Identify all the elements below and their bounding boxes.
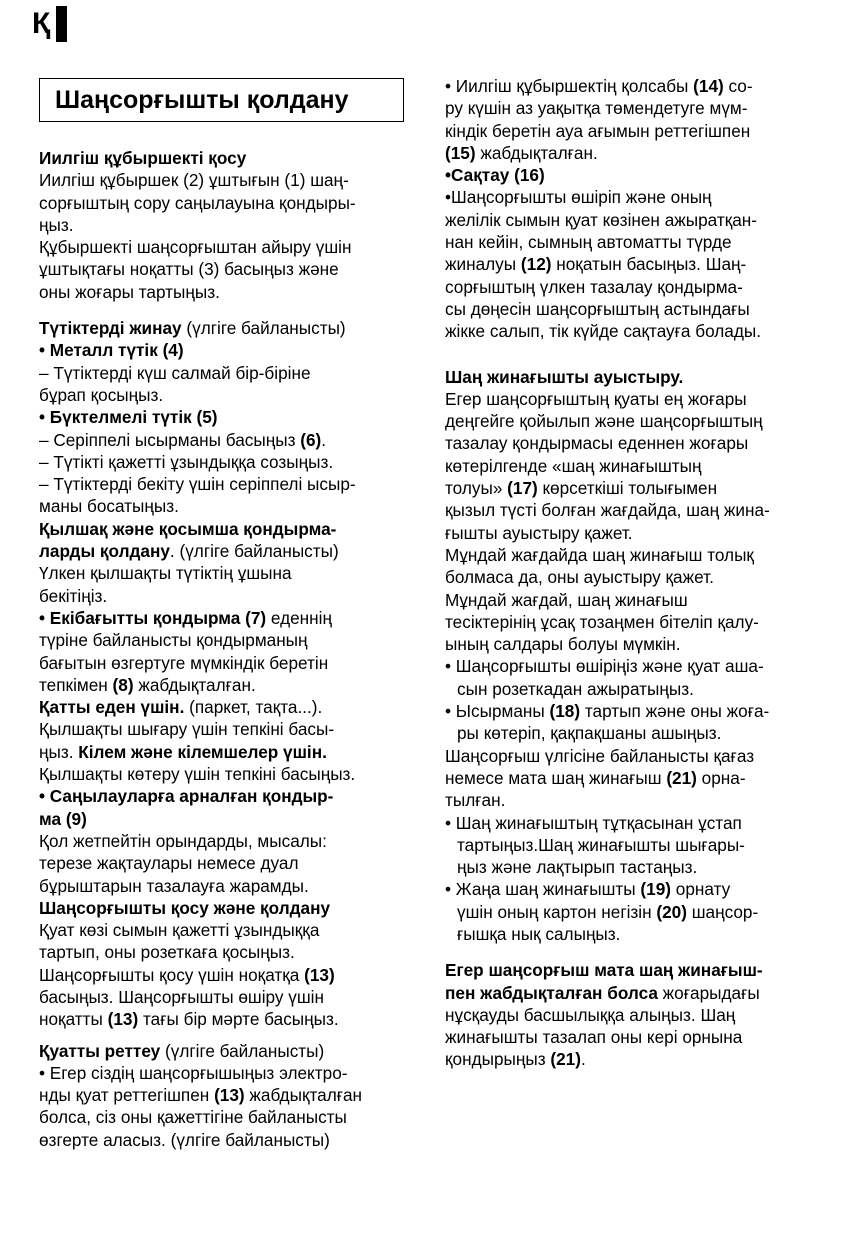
text-line: желілік сымын қуат көзінен ажыратқан-: [445, 209, 758, 230]
text-line: ру күшін аз уақытқа төмендетуге мүм-: [445, 98, 748, 119]
text-span: еденнің: [266, 607, 332, 628]
text-line: ұштықтағы ноқатты (3) басыңыз және: [39, 259, 339, 280]
text-span: • Шаңсорғышты өшіріңіз және қуат аша-: [445, 656, 764, 677]
text-line: терезе жақтаулары немесе дуал: [39, 853, 299, 874]
text-line: басыңыз. Шаңсорғышты өшіру үшін: [39, 986, 324, 1007]
text-span: көрсеткіші толығымен: [537, 478, 718, 499]
text-line: Үлкен қылшақты түтіктің ұшына: [39, 563, 292, 584]
carpet-heading: Кілем және кілемшелер үшін.: [78, 741, 327, 762]
text-line: [39, 964, 411, 986]
text-span: Шаңсорғышты қосу үшін ноқатқа: [39, 964, 305, 985]
right-column: [445, 75, 823, 1071]
connect-heading: Шаңсорғышты қосу және қолдану: [39, 897, 331, 918]
brush-heading: Қылшақ және қосымша қондырма-: [39, 518, 337, 539]
ref-number: (19): [640, 879, 671, 900]
section-title-box: [39, 78, 404, 122]
text-line: тылған.: [445, 790, 506, 811]
text-line: ңыз.: [39, 214, 74, 235]
text-span: үшін оның картон негізін: [457, 901, 657, 922]
text-span: ноқатын басыңыз. Шаң-: [551, 254, 747, 275]
brush-note: . (үлгіге байланысты): [169, 541, 339, 562]
text-line: Шаңсорғыш үлгісіне байланысты қағаз: [445, 745, 755, 766]
text-span: шаңсор-: [686, 901, 759, 922]
text-span: орна-: [696, 767, 746, 788]
text-span: .: [580, 1049, 586, 1070]
power-note: (үлгіге байланысты): [160, 1040, 325, 1061]
tubes-heading-line: [39, 317, 411, 339]
text-span: • Шаң жинағыштың тұтқасынан ұстап: [445, 812, 742, 833]
text-line: [445, 253, 823, 275]
text-line: оны жоғары тартыңыз.: [39, 281, 220, 302]
telescopic-tube-heading: • Бүктелмелі түтік (5): [39, 407, 218, 428]
text-line: [445, 477, 823, 499]
dual-nozzle-heading: • Екібағытты қондырма (7): [39, 607, 267, 628]
text-line: [445, 75, 823, 97]
storage-heading: •Сақтау (16): [445, 165, 545, 186]
text-span: ғышқа нық салыңыз.: [457, 923, 621, 944]
text-line: бұрыштарын тазалауға жарамды.: [39, 875, 309, 896]
text-line: [39, 696, 411, 718]
text-line: нұсқауды басшылыққа алыңыз. Шаң: [445, 1004, 736, 1025]
text-span: ңыз және лақтырып тастаңыз.: [457, 857, 698, 878]
text-line: Мұндай жағдайда шаң жинағыш толық: [445, 544, 754, 565]
text-line: сы дөңесін шаңсорғыштың астындағы: [445, 298, 750, 319]
text-line: – Түтікті қажетті ұзындыққа созыңыз.: [39, 451, 334, 472]
text-line: [39, 429, 411, 451]
page-title: Шаңсорғышты қолдану: [55, 85, 349, 114]
hard-floor-heading: Қатты еден үшін.: [39, 697, 185, 718]
ref-number: (20): [656, 901, 687, 922]
text-span: тартыңыз.Шаң жинағышты шығары-: [457, 834, 745, 855]
text-span: • Жаңа шаң жинағышты: [445, 879, 641, 900]
text-span: толуы»: [445, 478, 508, 499]
text-span: (паркет, тақта...).: [184, 697, 323, 718]
text-line: [445, 142, 823, 164]
text-line: сорғыштың үлкен тазалау қондырма-: [445, 276, 743, 297]
text-span: ры көтеріп, қақпақшаны ашыңыз.: [457, 723, 722, 744]
text-span: • Иилгіш құбыршектің қолсабы: [445, 76, 694, 96]
text-span: немесе мата шаң жинағыш: [445, 767, 667, 788]
text-line: бекітіңіз.: [39, 585, 108, 606]
text-line: – Түтіктерді күш салмай бір-біріне: [39, 362, 311, 383]
left-column: [39, 147, 411, 1151]
text-span: жоғарыдағы: [657, 982, 760, 1003]
text-span: нды қуат реттегішпен: [39, 1085, 215, 1106]
text-line: [445, 982, 823, 1004]
text-line: [39, 1008, 411, 1030]
text-line: Мұндай жағдай, шаң жинағыш: [445, 589, 688, 610]
text-line: – Түтіктерді бекіту үшін серіппелі ысыр-: [39, 474, 356, 495]
list-item: [445, 812, 823, 879]
text-line: қызыл түсті болған жағдайда, шаң жина-: [445, 500, 770, 521]
text-line: [39, 607, 411, 629]
hose-heading: Иилгіш құбыршекті қосу: [39, 148, 247, 168]
text-line: [39, 1084, 411, 1106]
cloth-bag-heading: Егер шаңсорғыш мата шаң жинағыш-: [445, 960, 763, 981]
text-line: [445, 1048, 823, 1070]
text-span: жабдықталған: [244, 1085, 363, 1106]
text-span: орнату: [671, 879, 731, 900]
text-line: Егер шаңсорғыштың қуаты ең жоғары: [445, 388, 747, 409]
language-marker-bar: [56, 6, 67, 42]
ref-number: (17): [507, 478, 538, 499]
text-line: жікке салып, тік күйде сақтауға болады.: [445, 321, 762, 342]
text-span: жиналуы: [445, 254, 521, 275]
text-line: • Егер сіздің шаңсорғышыңыз электро-: [39, 1062, 348, 1083]
text-line: Иилгіш құбыршек (2) ұштығын (1) шаң-: [39, 170, 349, 191]
text-line: түріне байланысты қондырманың: [39, 630, 308, 651]
text-line: жинағышты тазалап оны кері орнына: [445, 1027, 743, 1048]
text-line: Қылшақты шығару үшін тепкіні басы-: [39, 719, 335, 740]
brush-heading-line: [39, 540, 411, 562]
ref-number: (18): [549, 701, 581, 722]
text-span: тепкімен: [39, 674, 113, 695]
cloth-bag-heading-cont: пен жабдықталған болса: [445, 982, 658, 1003]
text-line: Қол жетпейтін орындарды, мысалы:: [39, 830, 327, 851]
brush-heading-cont: ларды қолдану: [39, 541, 170, 562]
text-line: Қылшақты көтеру үшін тепкіні басыңыз.: [39, 764, 356, 785]
ref-number: (13): [214, 1085, 245, 1106]
text-span: • Ысырманы: [445, 701, 550, 722]
text-span: жабдықталған.: [475, 142, 598, 163]
text-span: тағы бір мәрте басыңыз.: [138, 1009, 339, 1030]
power-heading: Қуатты реттеу: [39, 1040, 161, 1061]
text-span: қондырыңыз: [445, 1049, 551, 1070]
text-span: сын розеткадан ажыратыңыз.: [457, 678, 694, 699]
text-line: кіндік беретін ауа ағымын реттегішпен: [445, 120, 751, 141]
text-span: – Серіппелі ысырманы басыңыз: [39, 429, 301, 450]
metal-tube-heading: • Металл түтік (4): [39, 340, 184, 361]
text-line: сорғыштың сору саңылауына қондыры-: [39, 192, 356, 213]
text-span: тартып және оны жоға-: [580, 701, 770, 722]
text-line: ғышты ауыстыру қажет.: [445, 522, 633, 543]
list-item: [445, 700, 823, 745]
text-line: •Шаңсорғышты өшіріп және оның: [445, 187, 712, 208]
crevice-heading-cont: ма (9): [39, 808, 87, 829]
text-line: [39, 741, 411, 763]
text-span: со-: [723, 76, 753, 96]
ref-number: (21): [666, 767, 697, 788]
language-letter: Қ: [32, 7, 51, 40]
text-span: .: [321, 429, 327, 450]
text-line: болса, сіз оны қажеттігіне байланысты: [39, 1107, 347, 1128]
text-line: тартып, оны розеткаға қосыңыз.: [39, 942, 295, 963]
text-line: ының салдары болуы мүмкін.: [445, 634, 681, 655]
ref-number: (13): [107, 1009, 139, 1030]
tubes-heading: Түтіктерді жинау: [39, 318, 182, 339]
text-line: тесіктерінің ұсақ тозаңмен бітеліп қалу-: [445, 611, 759, 632]
ref-number: (21): [550, 1049, 581, 1070]
text-line: өзгерте аласыз. (үлгіге байланысты): [39, 1129, 330, 1150]
language-tab: [32, 6, 67, 42]
ref-number: (13): [304, 964, 335, 985]
text-line: Құбыршекті шаңсорғыштан айыру үшін: [39, 237, 352, 258]
text-line: [445, 767, 823, 789]
text-line: бұрап қосыңыз.: [39, 384, 164, 405]
text-line: болмаса да, оны ауыстыру қажет.: [445, 567, 714, 588]
ref-number: (8): [112, 674, 134, 695]
text-line: деңгейге қойылып және шаңсорғыштың: [445, 411, 763, 432]
tubes-note: (үлгіге байланысты): [181, 318, 346, 339]
ref-number: (12): [520, 254, 552, 275]
text-line: көтерілгенде «шаң жинағыштың: [445, 455, 702, 476]
text-line: маны босатыңыз.: [39, 496, 179, 517]
ref-number: (6): [300, 429, 322, 450]
list-item: [445, 878, 823, 945]
text-line: Қуат көзі сымын қажетті ұзындыққа: [39, 920, 320, 941]
text-line: тазалау қондырмасы еденнен жоғары: [445, 433, 749, 454]
text-span: ноқатты: [39, 1009, 108, 1030]
text-line: нан кейін, сымның автоматты түрде: [445, 232, 732, 253]
text-line: [39, 674, 411, 696]
bag-heading: Шаң жинағышты ауыстыру.: [445, 366, 684, 387]
text-line: бағытын өзгертуге мүмкіндік беретін: [39, 652, 329, 673]
text-span: жабдықталған.: [133, 674, 256, 695]
power-heading-line: [39, 1040, 411, 1062]
list-item: [445, 655, 823, 700]
text-span: ңыз.: [39, 741, 79, 762]
ref-number: (14): [693, 76, 724, 96]
crevice-heading: • Саңылауларға арналған қондыр-: [39, 786, 334, 807]
ref-number: (15): [445, 142, 476, 163]
